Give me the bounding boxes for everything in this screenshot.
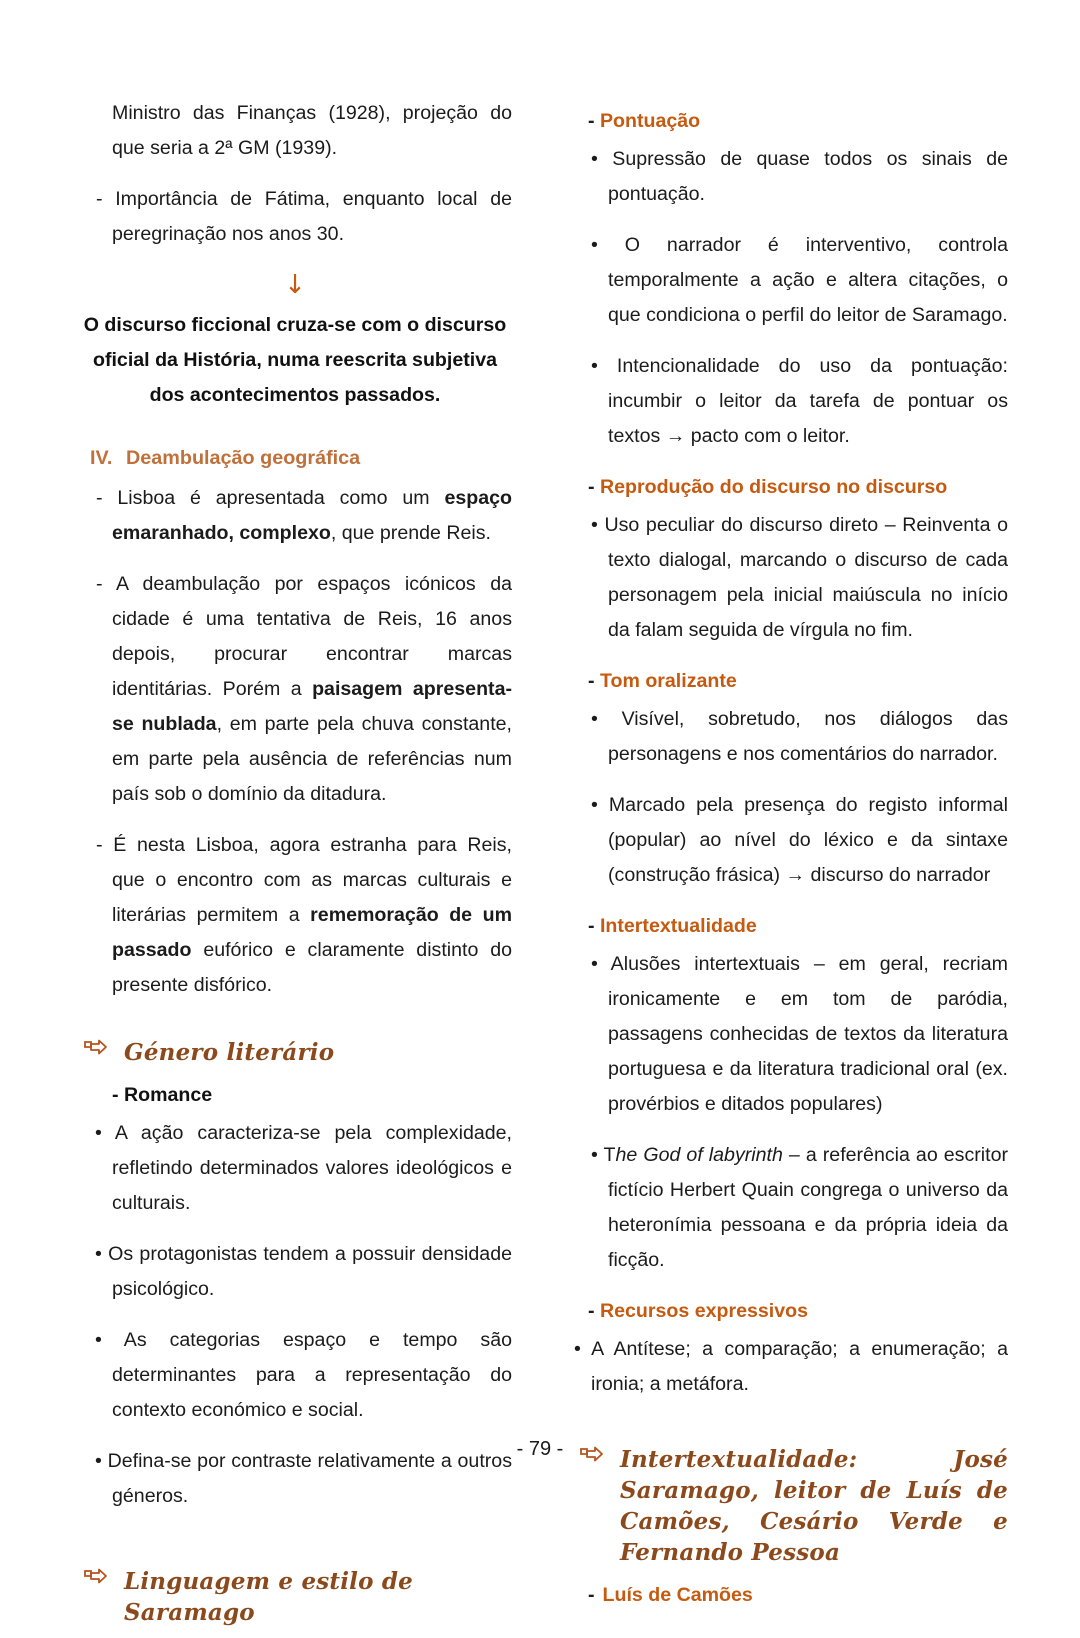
text-run-bold: rememoração de um passado	[112, 904, 512, 961]
bullet-pontuacao-narrador: • O narrador é interventivo, controla temporalmente a ação e altera citações, o que condiciona o perfil do leitor de Saramago.	[591, 234, 1008, 326]
lead-dash: -	[588, 1584, 595, 1606]
heading-tom-oralizante	[574, 664, 1008, 698]
text-run: , em parte pela chuva constante, em parte pela ausência de referências num país sob o domínio da ditadura.	[112, 713, 512, 805]
text-run-bold: paisagem apresenta-se nublada	[112, 678, 512, 735]
heading-intertextualidade-saramago	[574, 1444, 1008, 1568]
bullet-tom-marcado: • Marcado pela presença do registo informal (popular) ao nível do léxico e da sintaxe (construção frásica) → discurso do narrador	[591, 794, 1008, 886]
left-column	[78, 96, 512, 1638]
heading-section-iv	[78, 441, 512, 475]
lead-dash: -	[588, 476, 600, 498]
heading-genero-literario	[78, 1037, 512, 1068]
text-run: - A deambulação por espaços icónicos da cidade é uma tentativa de Reis, 16 anos depois, procurar encontrar marcas identitárias. Porém a	[96, 573, 512, 700]
heading-luis-de-camoes	[574, 1578, 1008, 1612]
camoes-text: Luís de Camões	[602, 1584, 753, 1606]
bullet-pontuacao-intencionalidade: • Intencionalidade do uso da pontuação: incumbir o leitor da tarefa de pontuar os textos → pacto com o leitor.	[591, 355, 1008, 447]
highlight-statement: O discurso ficcional cruza-se com o discurso oficial da História, numa reescrita subjetiva dos acontecimentos passados.	[83, 314, 507, 406]
section-iv-number: IV.	[90, 447, 113, 469]
lead-dash: -	[588, 670, 600, 692]
section-iv-title: Deambulação geográfica	[126, 447, 361, 469]
bullet-pontuacao-supressao: • Supressão de quase todos os sinais de pontuação.	[591, 148, 1008, 205]
arrow-down-icon: ↓	[284, 270, 306, 300]
bullet-reproducao-uso: • Uso peculiar do discurso direto – Reinventa o texto dialogal, marcando o discurso de cada personagem pela inicial maiúscula no início da falam seguida de vírgula no fim.	[591, 514, 1008, 641]
bullet-romance-contraste: • Defina-se por contraste relativamente a outros géneros.	[95, 1450, 512, 1507]
text-run: • T	[591, 1144, 616, 1166]
two-column-layout	[78, 96, 1008, 1638]
hand-arrow-icon	[82, 1566, 108, 1597]
heading-recursos-expressivos	[574, 1294, 1008, 1328]
right-column	[574, 96, 1008, 1638]
text-run: , que prende Reis.	[330, 522, 491, 544]
heading-luis-de-camoes-label	[595, 1584, 753, 1606]
heading-intertextualidade	[574, 909, 1008, 943]
paragraph-ministro: Ministro das Finanças (1928), projeção do que seria a 2ª GM (1939).	[112, 102, 512, 159]
paragraph-deambulacao	[78, 567, 512, 812]
bullet-romance-categorias: • As categorias espaço e tempo são determinantes para a representação do contexto económico e social.	[95, 1329, 512, 1421]
heading-genero-literario-label: Género literário	[124, 1039, 335, 1066]
heading-linguagem-estilo	[78, 1566, 512, 1628]
paragraph-lisboa-estranha	[78, 828, 512, 1003]
bullet-recursos: • A Antítese; a comparação; a enumeração; a ironia; a metáfora.	[574, 1338, 1008, 1395]
text-run: - É nesta Lisboa, agora estranha para Reis, que o encontro com as marcas culturais e literárias permitem a	[96, 834, 512, 926]
heading-pontuacao	[574, 104, 1008, 138]
text-run: – a referência ao escritor fictício Herbert Quain congrega o universo da heteronímia pessoana e da própria ideia da ficção.	[608, 1144, 1008, 1271]
heading-reproducao-discurso-label: Reprodução do discurso no discurso	[599, 476, 948, 498]
lead-dash: -	[588, 110, 600, 132]
heading-reproducao-discurso	[574, 470, 1008, 504]
heading-intertextualidade-saramago-label: Intertextualidade: José Saramago, leitor de Luís de Camões, Cesário Verde e Fernando Pessoa	[620, 1446, 1008, 1566]
text-run-italic-title: he God of labyrinth	[615, 1144, 783, 1166]
lead-dash: -	[588, 1300, 600, 1322]
paragraph-fatima: - Importância de Fátima, enquanto local de peregrinação nos anos 30.	[96, 188, 512, 245]
hand-arrow-icon	[82, 1037, 108, 1068]
text-run: - Lisboa é apresentada como um	[96, 487, 445, 509]
page-number: - 79 -	[516, 1438, 564, 1460]
label-romance: - Romance	[112, 1084, 213, 1106]
heading-intertextualidade-label: Intertextualidade	[599, 915, 757, 937]
paragraph-lisboa-espaco	[78, 481, 512, 551]
heading-linguagem-estilo-label: Linguagem e estilo de Saramago	[124, 1568, 413, 1626]
bullet-tom-visivel: • Visível, sobretudo, nos diálogos das personagens e nos comentários do narrador.	[591, 708, 1008, 765]
text-run: eufórico e claramente distinto do presente disfórico.	[112, 939, 512, 996]
heading-pontuacao-label: Pontuação	[599, 110, 701, 132]
lead-dash: -	[588, 915, 600, 937]
heading-recursos-expressivos-label: Recursos expressivos	[599, 1300, 808, 1322]
heading-tom-oralizante-label: Tom oralizante	[599, 670, 737, 692]
bullet-intertext-alusoes: • Alusões intertextuais – em geral, recriam ironicamente e em tom de paródia, passagens conhecidas de textos da literatura portuguesa e da literatura tradicional oral (ex. provérbios e ditados populares)	[591, 953, 1008, 1115]
bullet-romance-acao: • A ação caracteriza-se pela complexidade, refletindo determinados valores ideológicos e culturais.	[95, 1122, 512, 1214]
text-run-bold: espaço emaranhado, complexo	[112, 487, 512, 544]
bullet-romance-protagonistas: • Os protagonistas tendem a possuir densidade psicológico.	[95, 1243, 512, 1300]
bullet-labyrinth	[574, 1138, 1008, 1278]
